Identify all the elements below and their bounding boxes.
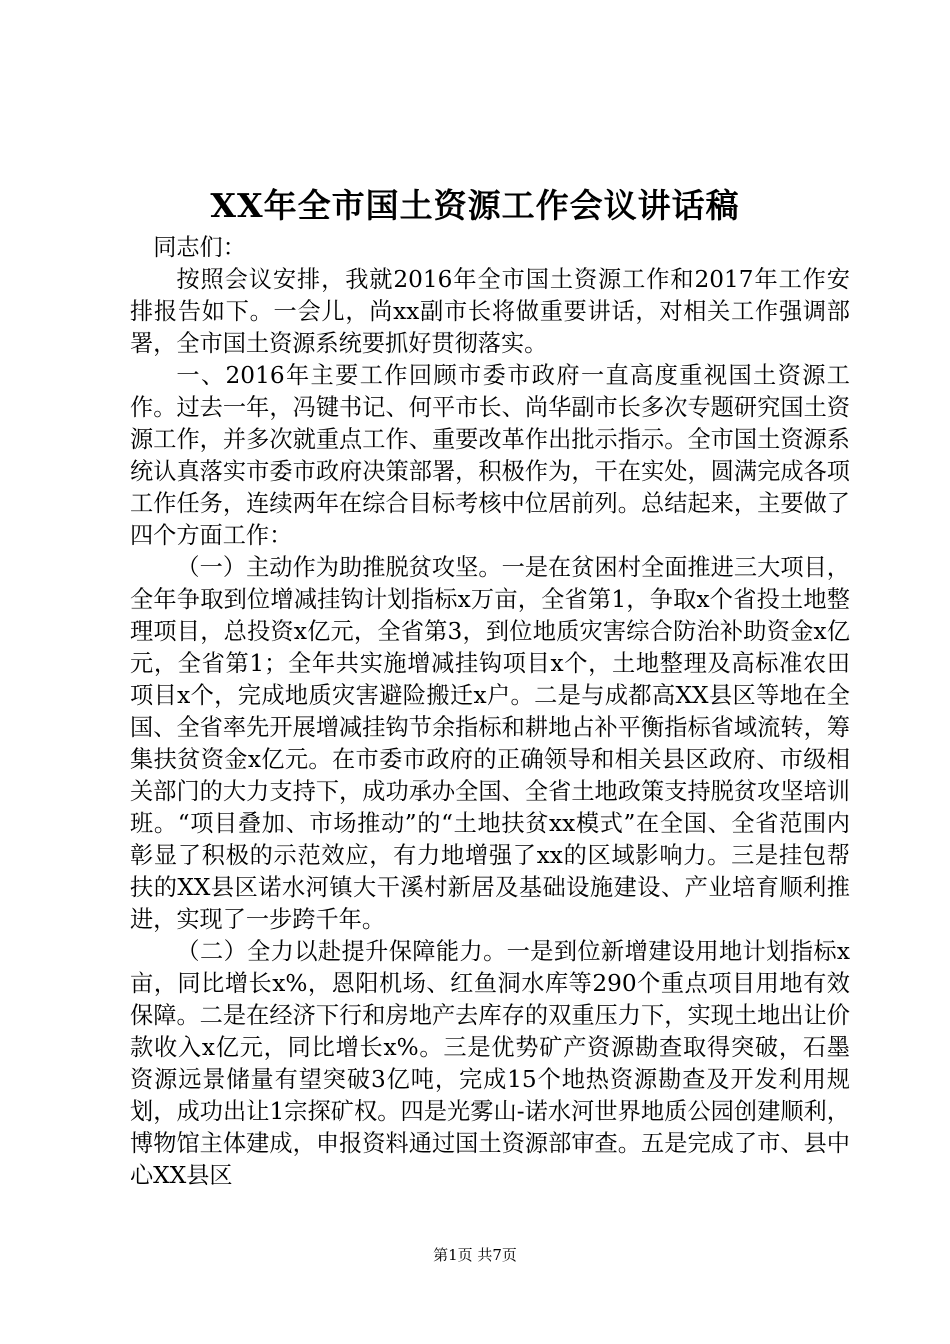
greeting: 同志们： [153,234,246,261]
document-body [130,232,850,1192]
paragraph-section-one: 一、2016年主要工作回顾市委市政府一直高度重视国土资源工作。过去一年，冯键书记、何平市长、尚华副市长多次专题研究国土资源工作，并多次就重点工作、重要改革作出批示指示。全市国土资源系统认真落实市委市政府决策部署，积极作为，干在实处，圆满完成各项工作任务，连续两年在综合目标考核中位居前列。总结起来，主要做了四个方面工作： [130,362,850,549]
paragraph-guarantee-capacity: （二）全力以赴提升保障能力。一是到位新增建设用地计划指标x亩，同比增长x%，恩阳机场、红鱼洞水库等290个重点项目用地有效保障。二是在经济下行和房地产去库存的双重压力下，实现土地出让价款收入x亿元，同比增长x%。三是优势矿产资源勘查取得突破，石墨资源远景储量有望突破3亿吨，完成15个地热资源勘查及开发利用规划，成功出让1宗探矿权。四是光雾山-诺水河世界地质公园创建顺利，博物馆主体建成，申报资料通过国土资源部审查。五是完成了市、县中心XX县区 [130,938,850,1189]
paragraph-poverty-alleviation: （一）主动作为助推脱贫攻坚。一是在贫困村全面推进三大项目，全年争取到位增减挂钩计划指标x万亩，全省第1，争取x个省投土地整理项目，总投资x亿元，全省第3，到位地质灾害综合防治补助资金x亿元，全省第1；全年共实施增减挂钩项目x个，土地整理及高标准农田项目x个，完成地质灾害避险搬迁x户。二是与成都高XX县区等地在全国、全省率先开展增减挂钩节余指标和耕地占补平衡指标省域流转，筹集扶贫资金x亿元。在市委市政府的正确领导和相关县区政府、市级相关部门的大力支持下，成功承办全国、全省土地政策支持脱贫攻坚培训班。“项目叠加、市场推动”的“土地扶贫xx模式”在全国、全省范围内彰显了积极的示范效应，有力地增强了xx的区域影响力。三是挂包帮扶的XX县区诺水河镇大干溪村新居及基础设施建设、产业培育顺利推进，实现了一步跨千年。 [130,554,850,933]
paragraph-intro: 按照会议安排，我就2016年全市国土资源工作和2017年工作安排报告如下。一会儿，尚xx副市长将做重要讲话，对相关工作强调部署，全市国土资源系统要抓好贯彻落实。 [130,266,850,357]
document-title: XX年全市国土资源工作会议讲话稿 [210,186,740,225]
page-number: 第1页 共7页 [433,1246,517,1264]
